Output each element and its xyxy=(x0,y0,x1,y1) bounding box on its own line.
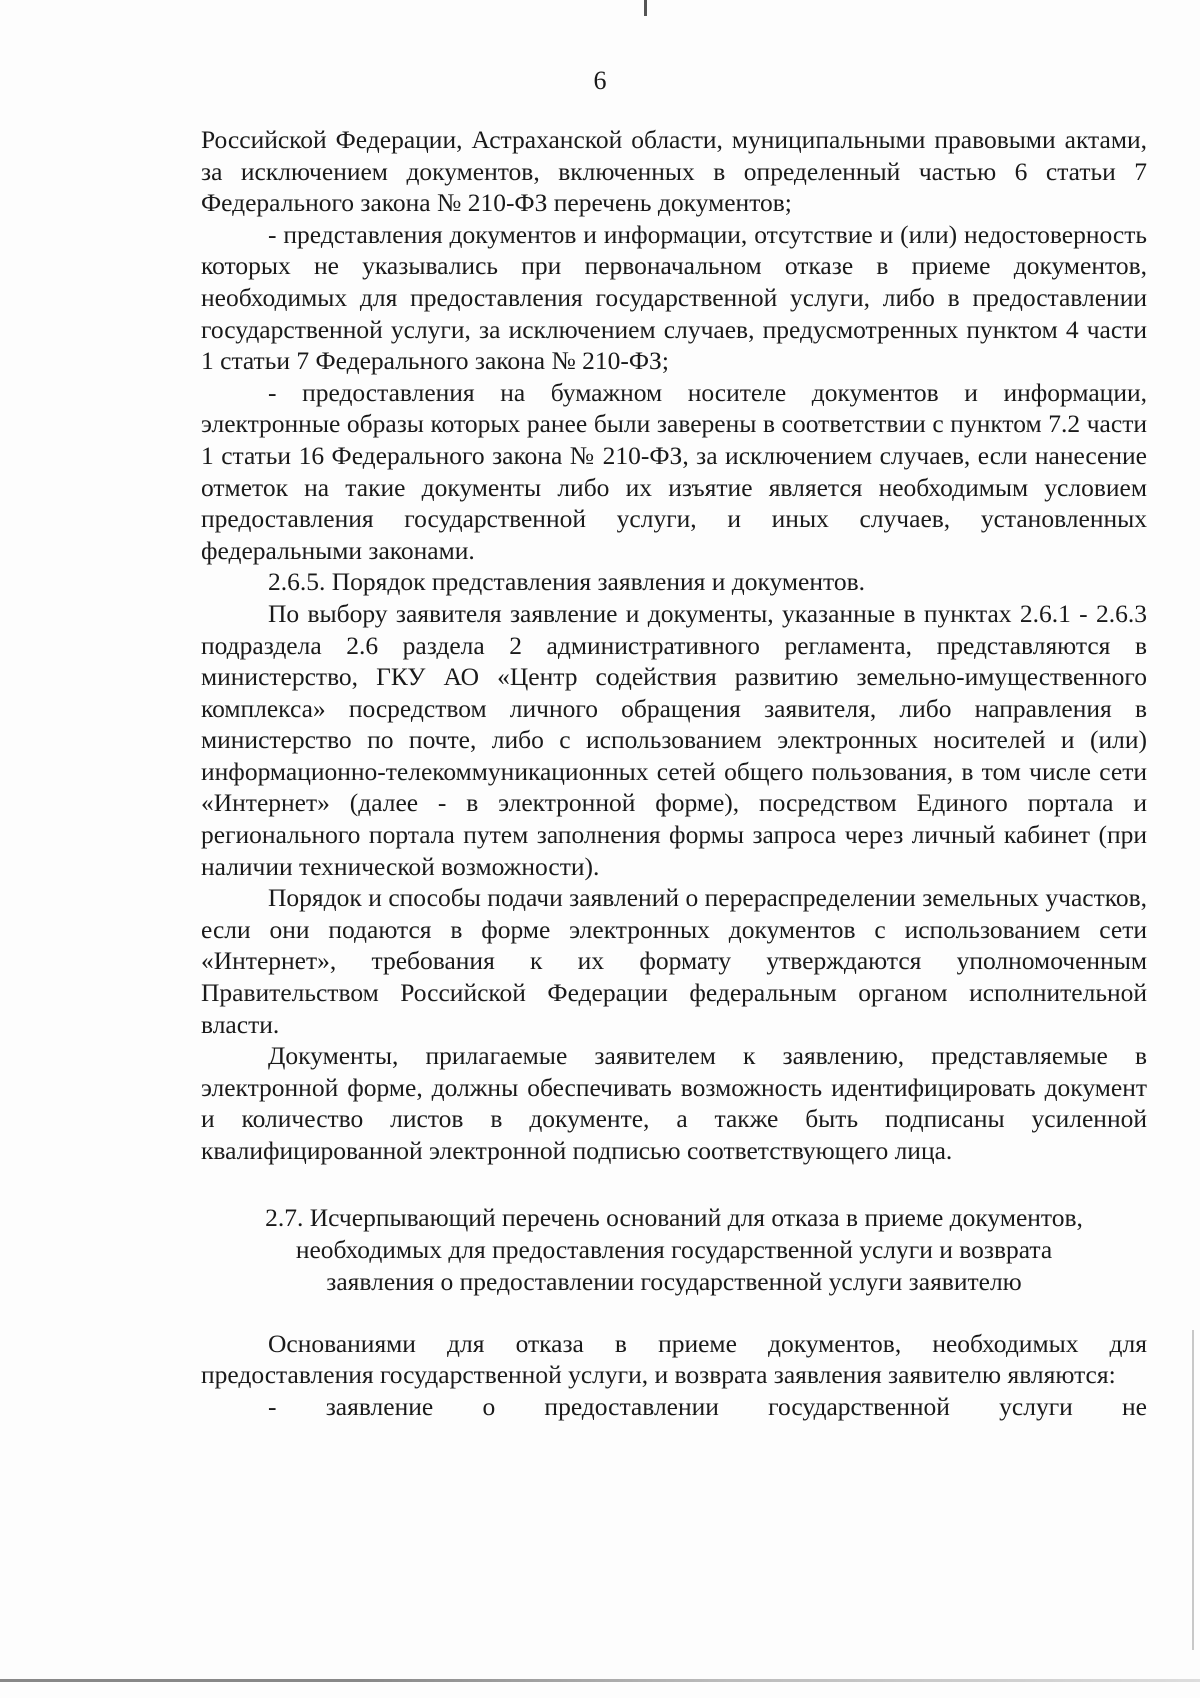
scan-artifact-top xyxy=(644,0,647,16)
section-heading-line: 2.7. Исчерпывающий перечень оснований для отказа в приеме документов, xyxy=(265,1202,1083,1232)
paragraph: - заявление о предоставлении государственной услуги не xyxy=(268,1391,1147,1421)
section-heading xyxy=(201,1202,1147,1298)
scan-artifact-bottom xyxy=(0,1679,1200,1682)
paragraph: Документы, прилагаемые заявителем к заявлению, представляемые в электронной форме, должны обеспечивать возможность идентифицировать документ и количество листов в документе, а также быть подписаны усиленной квалифицированной электронной подписью соответствующего лица. xyxy=(201,1041,1147,1165)
scan-artifact-right xyxy=(1192,1330,1194,1650)
section-heading-line: необходимых для предоставления государственной услуги и возврата xyxy=(295,1234,1053,1264)
section-heading-line: заявления о предоставлении государственной услуги заявителю xyxy=(326,1266,1022,1296)
page-number: 6 xyxy=(593,66,607,95)
paragraph: Основаниями для отказа в приеме документов, необходимых для предоставления государственной услуги, и возврата заявления заявителю являются: xyxy=(201,1328,1147,1390)
paragraph: - предоставления на бумажном носителе документов и информации, электронные образы которых ранее были заверены в соответствии с пунктом 7.2 части 1 статьи 16 Федерального закона № 210-ФЗ, за исключением случаев, если нанесение отметок на такие документы либо их изъятие является необходимым условием предоставления государственной услуги, и иных случаев, установленных федеральными законами. xyxy=(201,377,1147,565)
paragraph: 2.6.5. Порядок представления заявления и документов. xyxy=(268,567,865,597)
paragraph: - представления документов и информации, отсутствие и (или) недостоверность которых не указывались при первоначальном отказе в приеме документов, необходимых для предоставления государственной услуги, либо в предоставлении государственной услуги, за исключением случаев, предусмотренных пунктом 4 части 1 статьи 7 Федерального закона № 210-ФЗ; xyxy=(201,219,1147,376)
paragraph: По выбору заявителя заявление и документы, указанные в пунктах 2.6.1 - 2.6.3 подраздела 2.6 раздела 2 административного регламента, представляются в министерство, ГКУ АО «Центр содействия развитию земельно-имущественного комплекса» посредством личного обращения заявителя, либо направления в министерство по почте, либо с использованием электронных носителей и (или) информационно-телекоммуникационных сетей общего пользования, в том числе сети «Интернет» (далее - в электронной форме), посредством Единого портала и регионального портала путем заполнения формы запроса через личный кабинет (при наличии технической возможности). xyxy=(201,598,1147,881)
paragraph: Российской Федерации, Астраханской области, муниципальными правовыми актами, за исключением документов, включенных в определенный частью 6 статьи 7 Федерального закона № 210-ФЗ перечень документов; xyxy=(201,125,1147,218)
document-body xyxy=(201,124,1147,1422)
paragraph: Порядок и способы подачи заявлений о перераспределении земельных участков, если они подаются в форме электронных документов с использованием сети «Интернет», требования к их формату утверждаются уполномоченным Правительством Российской Федерации федеральным органом исполнительной власти. xyxy=(201,883,1147,1039)
